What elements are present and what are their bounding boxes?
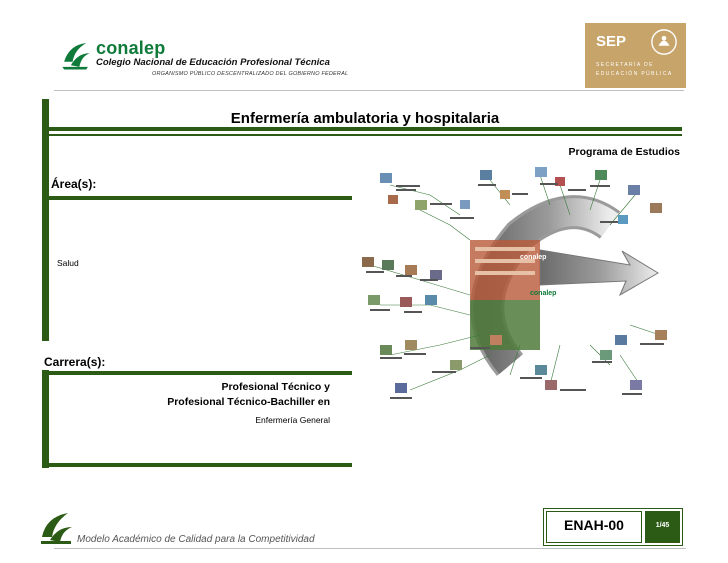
garden-image xyxy=(470,300,540,350)
mexico-seal-icon xyxy=(650,28,678,56)
footer-conalep-emblem xyxy=(38,507,74,547)
frame-bar-title xyxy=(42,127,682,131)
header-divider xyxy=(54,90,684,91)
conalep-logo xyxy=(58,38,94,72)
sep-subtitle-1: SECRETARÍA DE xyxy=(596,62,654,68)
frame-bar-carrera xyxy=(42,371,352,375)
document-code: ENAH-00 xyxy=(564,517,624,533)
frame-bar-left-bottom xyxy=(42,370,49,468)
institution-name: Colegio Nacional de Educación Profesional Técnica xyxy=(96,57,330,68)
carrera-line-2: Profesional Técnico-Bachiller en xyxy=(167,396,330,408)
sep-subtitle-2: EDUCACIÓN PÚBLICA xyxy=(596,71,673,77)
careers-arc-illustration xyxy=(360,155,680,415)
conalep-wordmark: conalep xyxy=(96,38,166,58)
carrera-line-1: Profesional Técnico y xyxy=(221,381,330,393)
area-value: Salud xyxy=(57,258,79,268)
page-number: 1/45 xyxy=(655,522,670,529)
program-label: Programa de Estudios xyxy=(568,146,680,158)
document-title: Enfermería ambulatoria y hospitalaria xyxy=(230,110,500,127)
footer-divider xyxy=(54,548,686,549)
frame-bar-title-thin xyxy=(49,134,682,136)
frame-bar-area xyxy=(42,196,352,200)
carrera-label: Carrera(s): xyxy=(44,355,106,369)
institution-note: ORGANISMO PÚBLICO DESCENTRALIZADO DEL GOBIERNO FEDERAL xyxy=(152,71,349,77)
frame-bar-bottom xyxy=(42,463,352,467)
area-label: Área(s): xyxy=(51,177,97,191)
frame-bar-left-top xyxy=(42,99,49,341)
arc-logo-1: conalep xyxy=(520,254,547,261)
footer-tagline: Modelo Académico de Calidad para la Competitividad xyxy=(77,534,315,545)
sep-logo-text: SEP xyxy=(596,33,627,50)
arc-logo-2: conalep xyxy=(530,290,557,297)
arrow-shape xyxy=(540,250,658,295)
carrera-value: Enfermería General xyxy=(255,415,330,425)
